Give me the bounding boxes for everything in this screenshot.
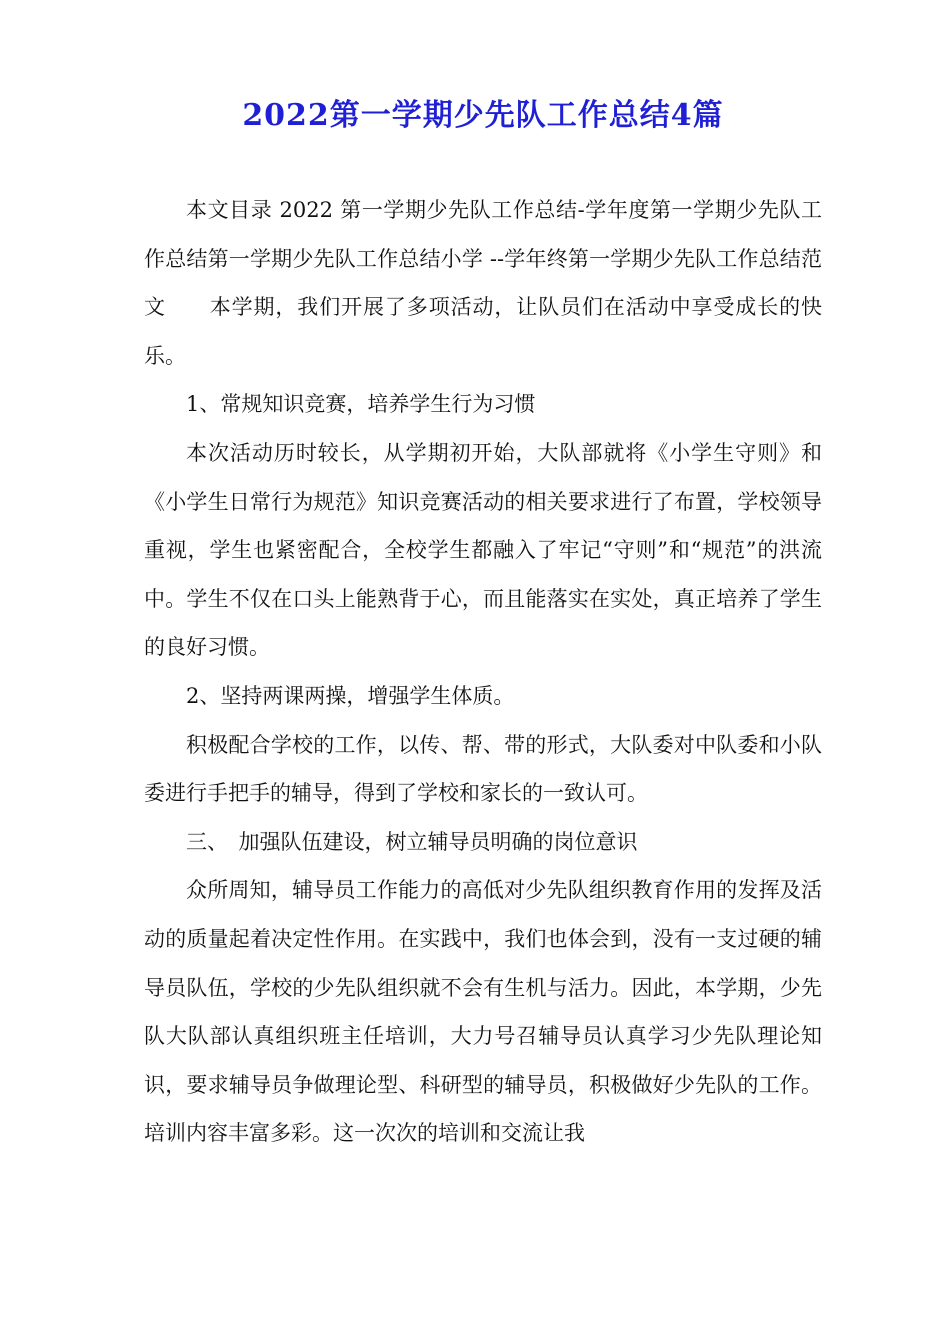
section-heading-2: 2、坚持两课两操，增强学生体质。: [186, 683, 515, 708]
paragraph-section-2: 积极配合学校的工作，以传、帮、带的形式，大队委对中队委和小队委进行手把手的辅导，得到了学校和家长的一致认可。: [144, 732, 822, 806]
document-title: 2022第一学期少先队工作总结4篇: [242, 98, 724, 133]
section-heading-3: 三、 加强队伍建设，树立辅导员明确的岗位意识: [186, 829, 638, 854]
paragraph-section-3: 众所周知，辅导员工作能力的高低对少先队组织教育作用的发挥及活动的质量起着决定性作用。在实践中，我们也体会到，没有一支过硬的辅导员队伍，学校的少先队组织就不会有生机与活力。因此，本学期，少先队大队部认真组织班主任培训，大力号召辅导员认真学习少先队理论知识，要求辅导员争做理论型、科研型的辅导员，积极做好少先队的工作。培训内容丰富多彩。这一次次的培训和交流让我: [144, 878, 822, 1146]
document-body: [144, 186, 822, 1158]
paragraph-section-1: 本次活动历时较长，从学期初开始，大队部就将《小学生守则》和《小学生日常行为规范》知识竞赛活动的相关要求进行了布置，学校领导重视，学生也紧密配合，全校学生都融入了牢记“守则”和“规范”的洪流中。学生不仅在口头上能熟背于心，而且能落实在实处，真正培养了学生的良好习惯。: [144, 440, 822, 660]
paragraph-intro: 本文目录 2022 第一学期少先队工作总结-学年度第一学期少先队工作总结第一学期少先队工作总结小学 --学年终第一学期少先队工作总结范文 本学期，我们开展了多项活动，让队员们在活动中享受成长的快乐。: [144, 198, 822, 368]
section-heading-1: 1、常规知识竞赛，培养学生行为习惯: [186, 392, 536, 417]
